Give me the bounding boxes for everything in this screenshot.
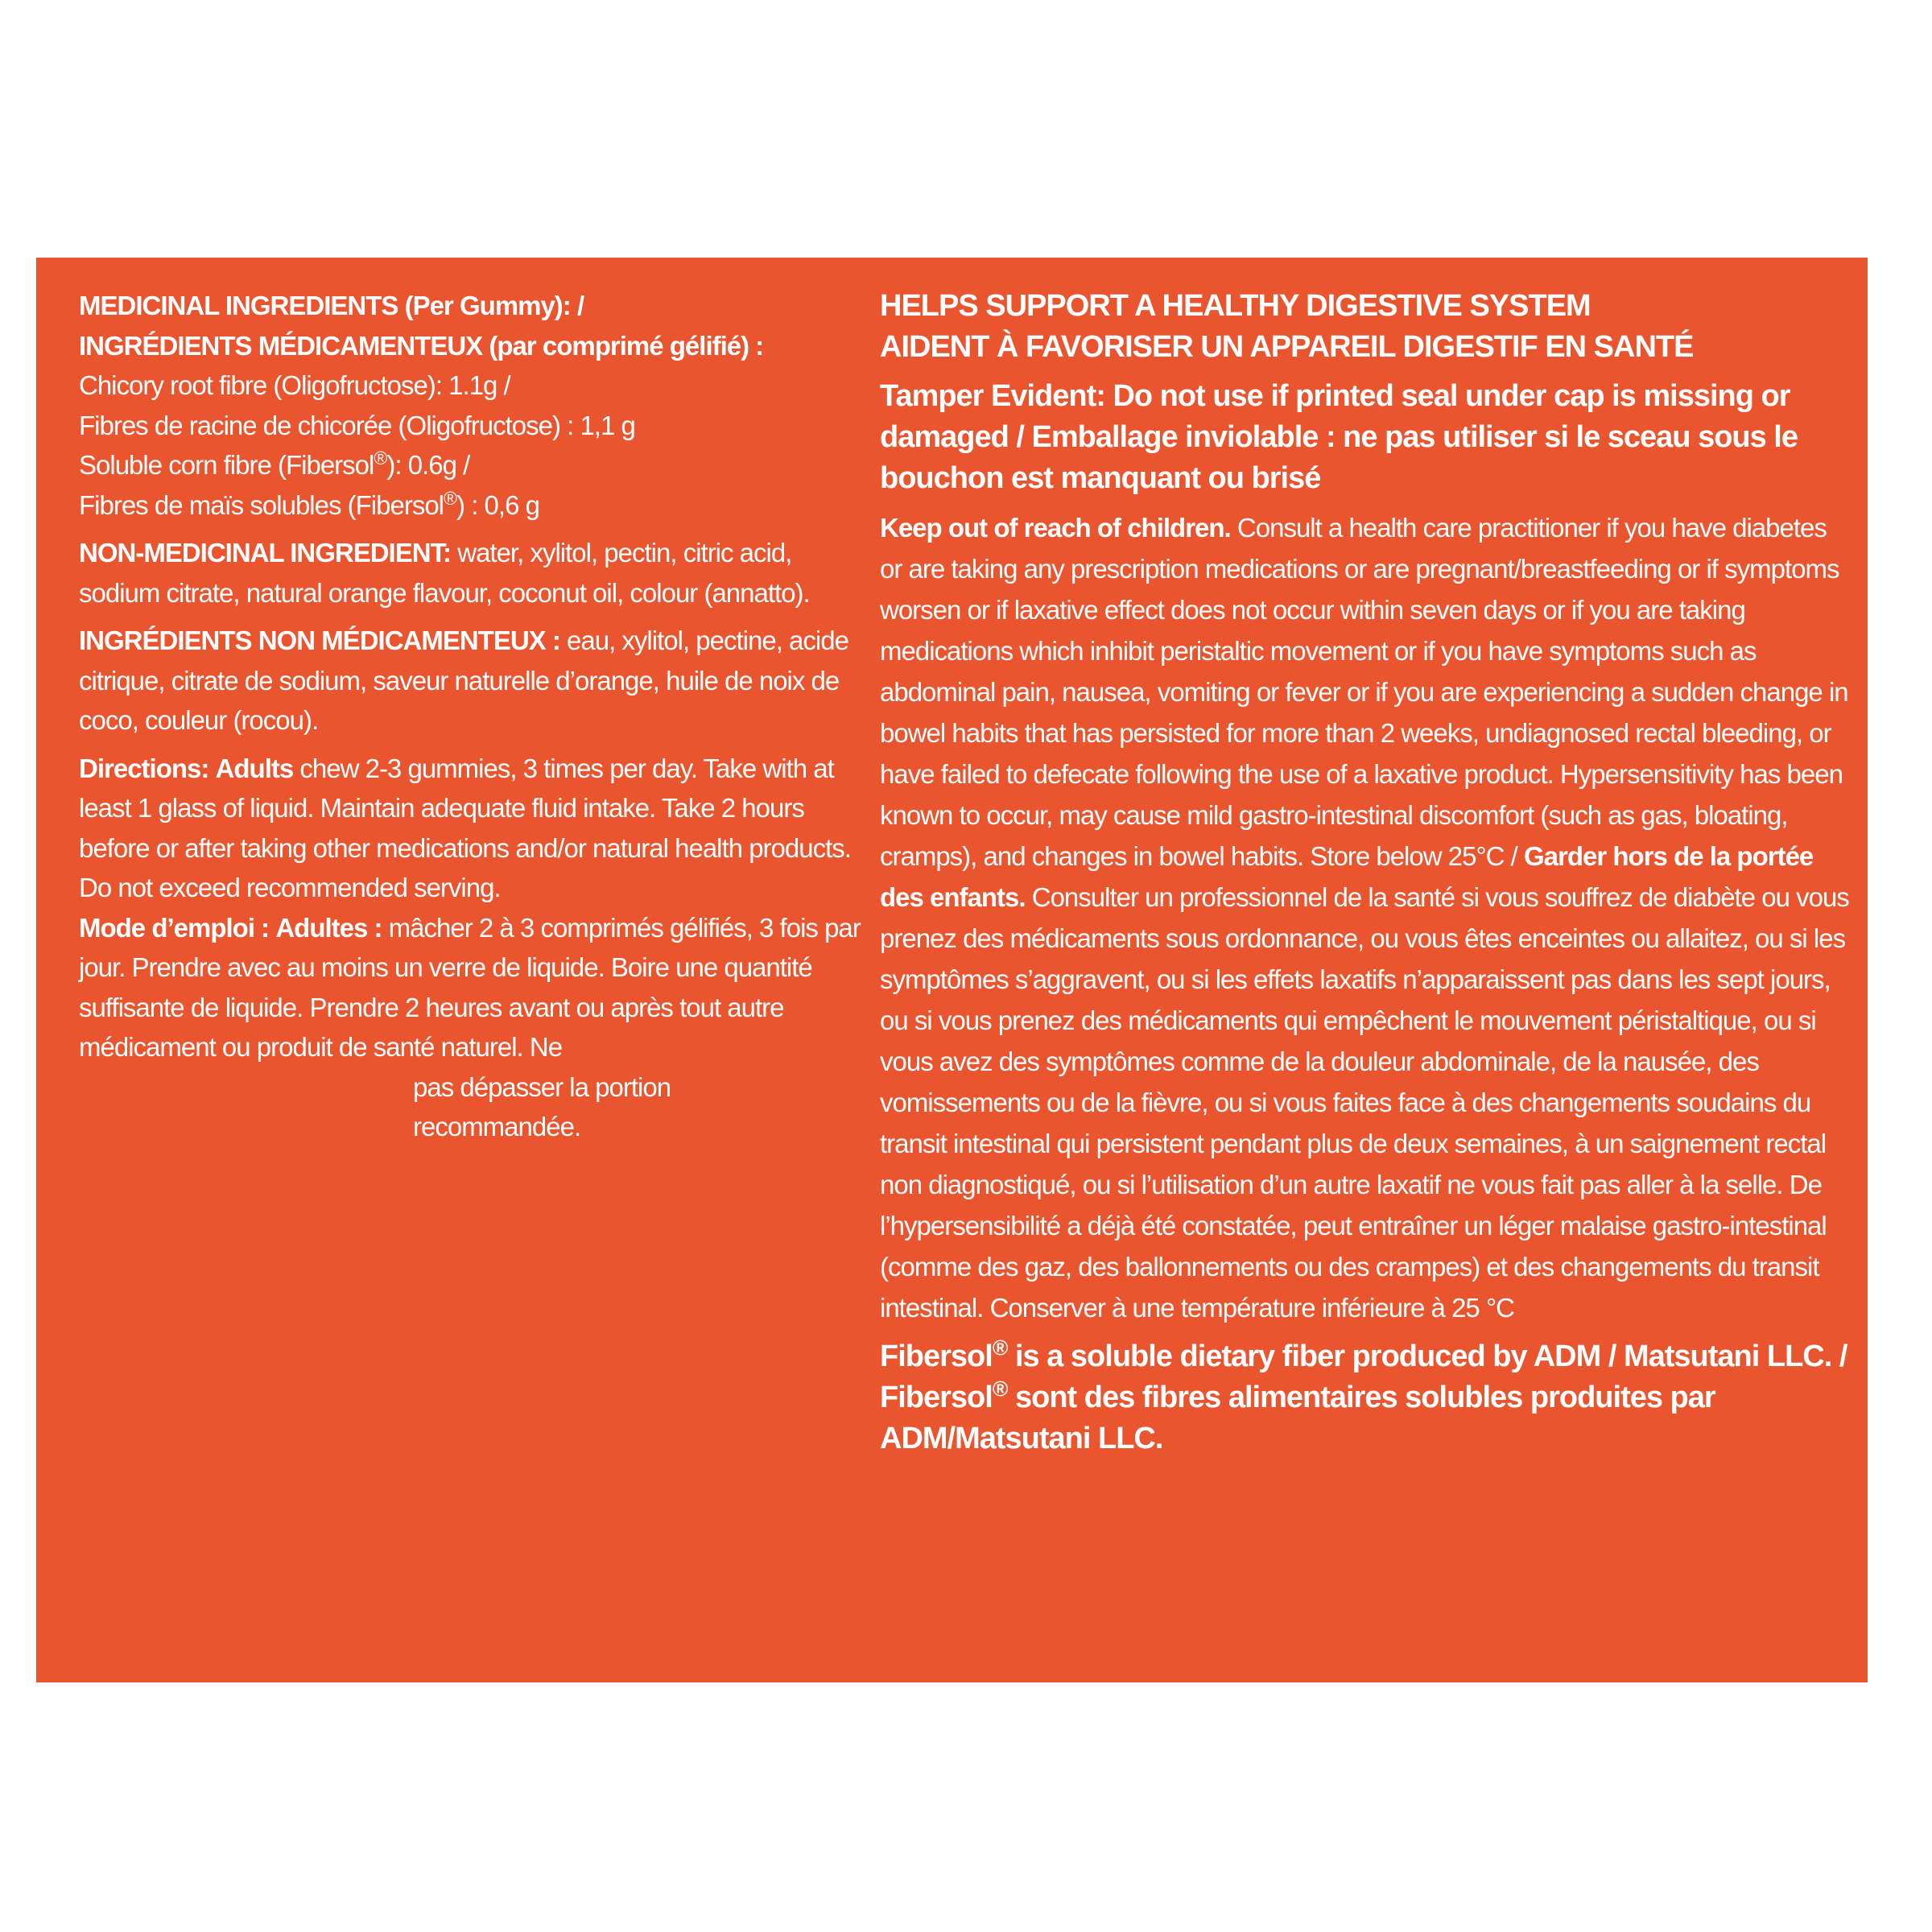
- directions-text-fr: mâcher 2 à 3 comprimés gélifiés, 3 fois par jour. Prendre avec au moins un verre de liquide. Boire une quantité suffisante de liquide. Prendre 2 heures avant ou après tout autre médicament ou produit de santé naturel. Ne: [79, 912, 861, 1062]
- directions-adults-en: Adults: [215, 753, 294, 783]
- warnings: [880, 507, 1854, 1328]
- registered-mark: ®: [444, 487, 457, 509]
- non-medicinal-ingredients-en: [79, 533, 868, 613]
- warning-text-fr: Consulter un professionnel de la santé si vous souffrez de diabète ou vous prenez des médicaments sous ordonnance, ou vous êtes enceintes ou allaitez, ou si les symptômes s’aggravent, ou si les effets laxatifs n’apparaissent pas dans les sept jours, ou si vous prenez des médicaments qui empêchent le mouvement péristaltique, ou si vous avez des symptômes comme de la douleur abdominale, de la nausée, des vomissements ou de la fièvre, ou si vous faites face à des changements soudains du transit intestinal qui persistent pendant plus de deux semaines, à un saignement rectal non diagnostiqué, ou si l’utilisation d’un autre laxatif ne vous fait pas aller à la selle. De l’hypersensibilité a déjà été constatée, peut entraîner un léger malaise gastro-intestinal (comme des gaz, des ballonnements ou des crampes) et des changements du transit intestinal. Conserver à une température inférieure à 25 °C: [880, 882, 1849, 1323]
- medicinal-ingredient-2-en: Soluble corn fibre (Fibersol®): 0.6g /: [79, 448, 470, 480]
- directions-adults-fr: Adultes :: [275, 912, 382, 943]
- directions-fr: [79, 908, 868, 1147]
- claim-heading-fr: AIDENT À FAVORISER UN APPAREIL DIGESTIF EN SANTÉ: [880, 330, 1694, 364]
- right-column: [880, 286, 1854, 1459]
- non-medicinal-text-fr: eau, xylitol, pectine, acide citrique, citrate de sodium, saveur naturelle d’orange, huile de noix de coco, couleur (rocou).: [79, 625, 848, 735]
- warning-text-en: Consult a health care practitioner if you have diabetes or are taking any prescription medications or are pregnant/breastfeeding or if symptoms worsen or if laxative effect does not occur within seven days or if you are taking medications which inhibit peristaltic movement or if you have symptoms such as abdominal pain, nausea, vomiting or fever or if you are experiencing a sudden change in bowel habits that has persisted for more than 2 weeks, undiagnosed rectal bleeding, or have failed to defecate following the use of a laxative product. Hypersensitivity has been known to occur, may cause mild gastro-intestinal discomfort (such as gas, bloating, cramps), and changes in bowel habits. Store below 25°C /: [880, 513, 1848, 871]
- directions-label-en: Directions:: [79, 753, 209, 783]
- registered-mark: ®: [374, 448, 387, 469]
- registered-mark: ®: [992, 1335, 1008, 1360]
- tamper-evident-notice: Tamper Evident: Do not use if printed seal under cap is missing or damaged / Emballage inviolable : ne pas utiliser si le sceau sous le bouchon est manquant ou brisé: [880, 379, 1798, 495]
- non-medicinal-ingredients-fr: [79, 621, 868, 741]
- claim-heading-en: HELPS SUPPORT A HEALTHY DIGESTIVE SYSTEM: [880, 289, 1591, 323]
- directions-fr-tail-1: pas dépasser la portion: [413, 1071, 671, 1102]
- directions-fr-tail-2: recommandée.: [413, 1112, 581, 1141]
- non-medicinal-label-en: NON-MEDICINAL INGREDIENT:: [79, 538, 452, 568]
- directions-en: [79, 749, 868, 908]
- medicinal-ingredients: [79, 286, 868, 525]
- label-panel: [36, 258, 1868, 1682]
- medicinal-heading-en: MEDICINAL INGREDIENTS (Per Gummy): /: [79, 291, 584, 320]
- medicinal-ingredient-1-en: Chicory root fibre (Oligofructose): 1.1g /: [79, 370, 510, 400]
- non-medicinal-label-fr: INGRÉDIENTS NON MÉDICAMENTEUX :: [79, 625, 560, 655]
- medicinal-ingredient-1-fr: Fibres de racine de chicorée (Oligofructose) : 1,1 g: [79, 410, 635, 440]
- medicinal-ingredient-2-fr: Fibres de maïs solubles (Fibersol®) : 0,6 g: [79, 487, 539, 520]
- left-column: [79, 286, 868, 1147]
- directions-label-fr: Mode d’emploi :: [79, 912, 270, 943]
- directions-text-en: chew 2-3 gummies, 3 times per day. Take with at least 1 glass of liquid. Maintain adequate fluid intake. Take 2 hours before or after taking other medications and/or natural health products. Do not exceed recommended serving.: [79, 753, 851, 902]
- medicinal-heading-fr: INGRÉDIENTS MÉDICAMENTEUX (par comprimé gélifié) :: [79, 330, 764, 361]
- non-medicinal-text-en: water, xylitol, pectin, citric acid, sodium citrate, natural orange flavour, coconut oil, colour (annatto).: [79, 538, 810, 608]
- warning-label-en: Keep out of reach of children.: [880, 513, 1231, 543]
- fibersol-note: Fibersol® is a soluble dietary fiber produced by ADM / Matsutani LLC. / Fibersol® sont des fibres alimentaires solubles produites par ADM/Matsutani LLC.: [880, 1335, 1847, 1455]
- registered-mark: ®: [992, 1377, 1008, 1402]
- warning-label-fr: Garder hors de la portée des enfants.: [880, 841, 1814, 912]
